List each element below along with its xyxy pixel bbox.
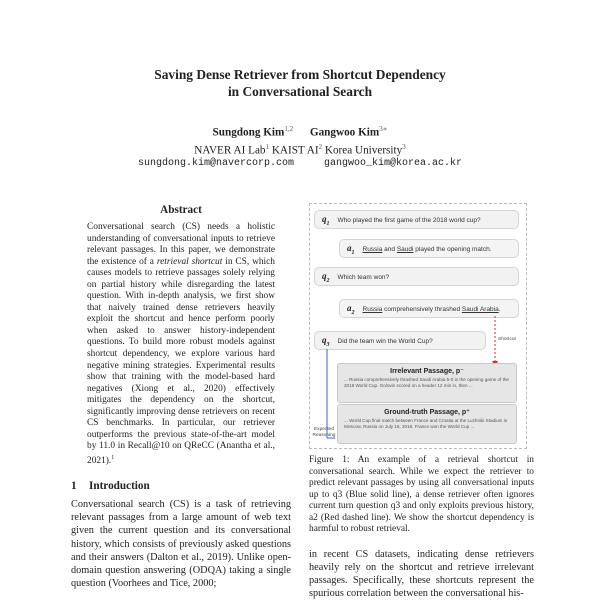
author-2-name: Gangwoo Kim: [309, 126, 380, 139]
title-line-2: in Conversational Search: [227, 84, 373, 99]
affiliation-2-sup: 2: [318, 142, 323, 151]
right-paragraph: in recent CS datasets, indicating dense retrievers heavily rely on the shortcut and retrieve irrelevant passages. Specifically, these shortcuts represent the spurious correlation between the conversational his-: [309, 548, 534, 600]
abstract-footnote-mark: 1: [111, 454, 115, 461]
q2-label: $q_2$: [322, 271, 330, 284]
abstract-text-1: Conversational search (CS) needs a holistic understanding of conversational inputs to retrieve relevant passages. In this paper, we demonstrate the existence of a: [87, 222, 275, 267]
author-emails: [0, 157, 600, 171]
irrelevant-passage-box: [337, 363, 517, 403]
expected-reasoning-label: Expected Reasoning: [312, 427, 336, 438]
a1-end: played the opening match.: [413, 246, 492, 253]
groundtruth-passage-text: ... World Cup final match between France and Croatia at the Luzhniki Stadium in Moscow, Russia on July 15, 2018. France won the World Cup ...: [344, 418, 508, 429]
affiliation-1-sup: 1: [265, 142, 270, 151]
irrelevant-passage-title: Irrelevant Passage, p⁻: [390, 368, 464, 375]
a2-entity-1: Russia: [362, 306, 383, 313]
irrelevant-passage-text: ... Russia comprehensively thrashed Saudi Arabia 5-0 in the opening game of the 2018 World Cup. Golovin scored on a header 12 min in, then ...: [344, 377, 509, 388]
a2-entity-2: Saudi Arabia: [461, 306, 499, 313]
a1-mid: and: [382, 246, 397, 253]
author-block: [0, 122, 600, 171]
groundtruth-passage-box: [337, 404, 517, 444]
intro-section-number: 1: [71, 479, 77, 492]
author-1-name: Sungdong Kim: [212, 126, 285, 139]
abstract-heading: Abstract: [160, 204, 202, 216]
paper-title: [0, 66, 600, 100]
affiliation-1: NAVER AI Lab: [194, 144, 266, 157]
title-line-1: Saving Dense Retriever from Shortcut Dependency: [154, 67, 446, 82]
right-column: [309, 203, 534, 601]
a1-entity-1: Russia: [362, 246, 383, 253]
email-1: sungdong.kim@navercorp.com: [137, 158, 294, 170]
q1-label: $q_1$: [322, 214, 330, 227]
figure-caption: Figure 1: An example of a retrieval shortcut in conversational search. While we expect the retriever to predict relevant passages by using all conversational inputs up to q3 (Blue solid line), a dense retriever often ignores current turn question q3 and only exploits previous history, a2 (Red dashed line). We show the shortcut dependency is harmful to robust retrieval.: [309, 455, 534, 534]
author-names: [0, 122, 600, 140]
abstract-italic-term: retrieval shortcut: [156, 256, 223, 267]
email-2: gangwoo_kim@korea.ac.kr: [324, 158, 463, 170]
q2-text: Which team won?: [337, 274, 390, 281]
a1-label: $a_1$: [347, 243, 355, 256]
left-column: [71, 204, 291, 591]
intro-paragraph: Conversational search (CS) is a task of retrieving relevant passages from a large amount of web text given the current question and its conversational history, which consists of previously asked questions and their answers (Dalton et al., 2019). Unlike open-domain question answering (ODQA) taking a single question (Voorhees and Tice, 2000;: [71, 498, 291, 590]
q3-label: $q_3$: [322, 335, 330, 348]
a2-mid: comprehensively thrashed: [382, 306, 462, 313]
a2-end: .: [498, 306, 501, 313]
q1-text: Who played the first game of the 2018 world cup?: [337, 217, 481, 224]
author-1-sup: 1,2: [284, 125, 294, 133]
intro-section-title: Introduction: [89, 479, 150, 492]
affiliation-3: Korea University: [324, 144, 403, 157]
author-2-sup: 3∗: [379, 125, 388, 133]
intro-heading: [71, 480, 291, 492]
shortcut-label: Shortcut: [498, 337, 516, 342]
affiliation-2: KAIST AI: [271, 144, 319, 157]
figure-1: [309, 203, 534, 448]
q3-text: Did the team win the World Cup?: [337, 338, 433, 345]
a1-entity-2: Saudi: [396, 246, 414, 253]
a2-label: $a_2$: [347, 303, 355, 316]
groundtruth-passage-title: Ground-truth Passage, p⁺: [384, 409, 470, 416]
affiliations: [0, 140, 600, 158]
abstract-text-2: in CS, which causes models to retrieve passages solely relying on partial history while disregarding the latest question. With in-depth analysis, we first show that naively trained dense retrievers heavily exploit the shortcut and hence perform poorly when asked to answer history-independent questions. To build more robust models against shortcut dependency, we explore various hard negative mining strategies. Experimental results show that training with the model-based hard negatives (Xiong et al., 2020) effectively mitigates the dependency on the shortcut, significantly improving dense retrievers on recent CS benchmarks. In particular, our retriever outperforms the previous state-of-the-art model by 11.0 in Recall@10 on QReCC (Anantha et al., 2021).: [87, 256, 275, 467]
abstract-body: [87, 222, 275, 468]
affiliation-3-sup: 3: [402, 142, 406, 151]
